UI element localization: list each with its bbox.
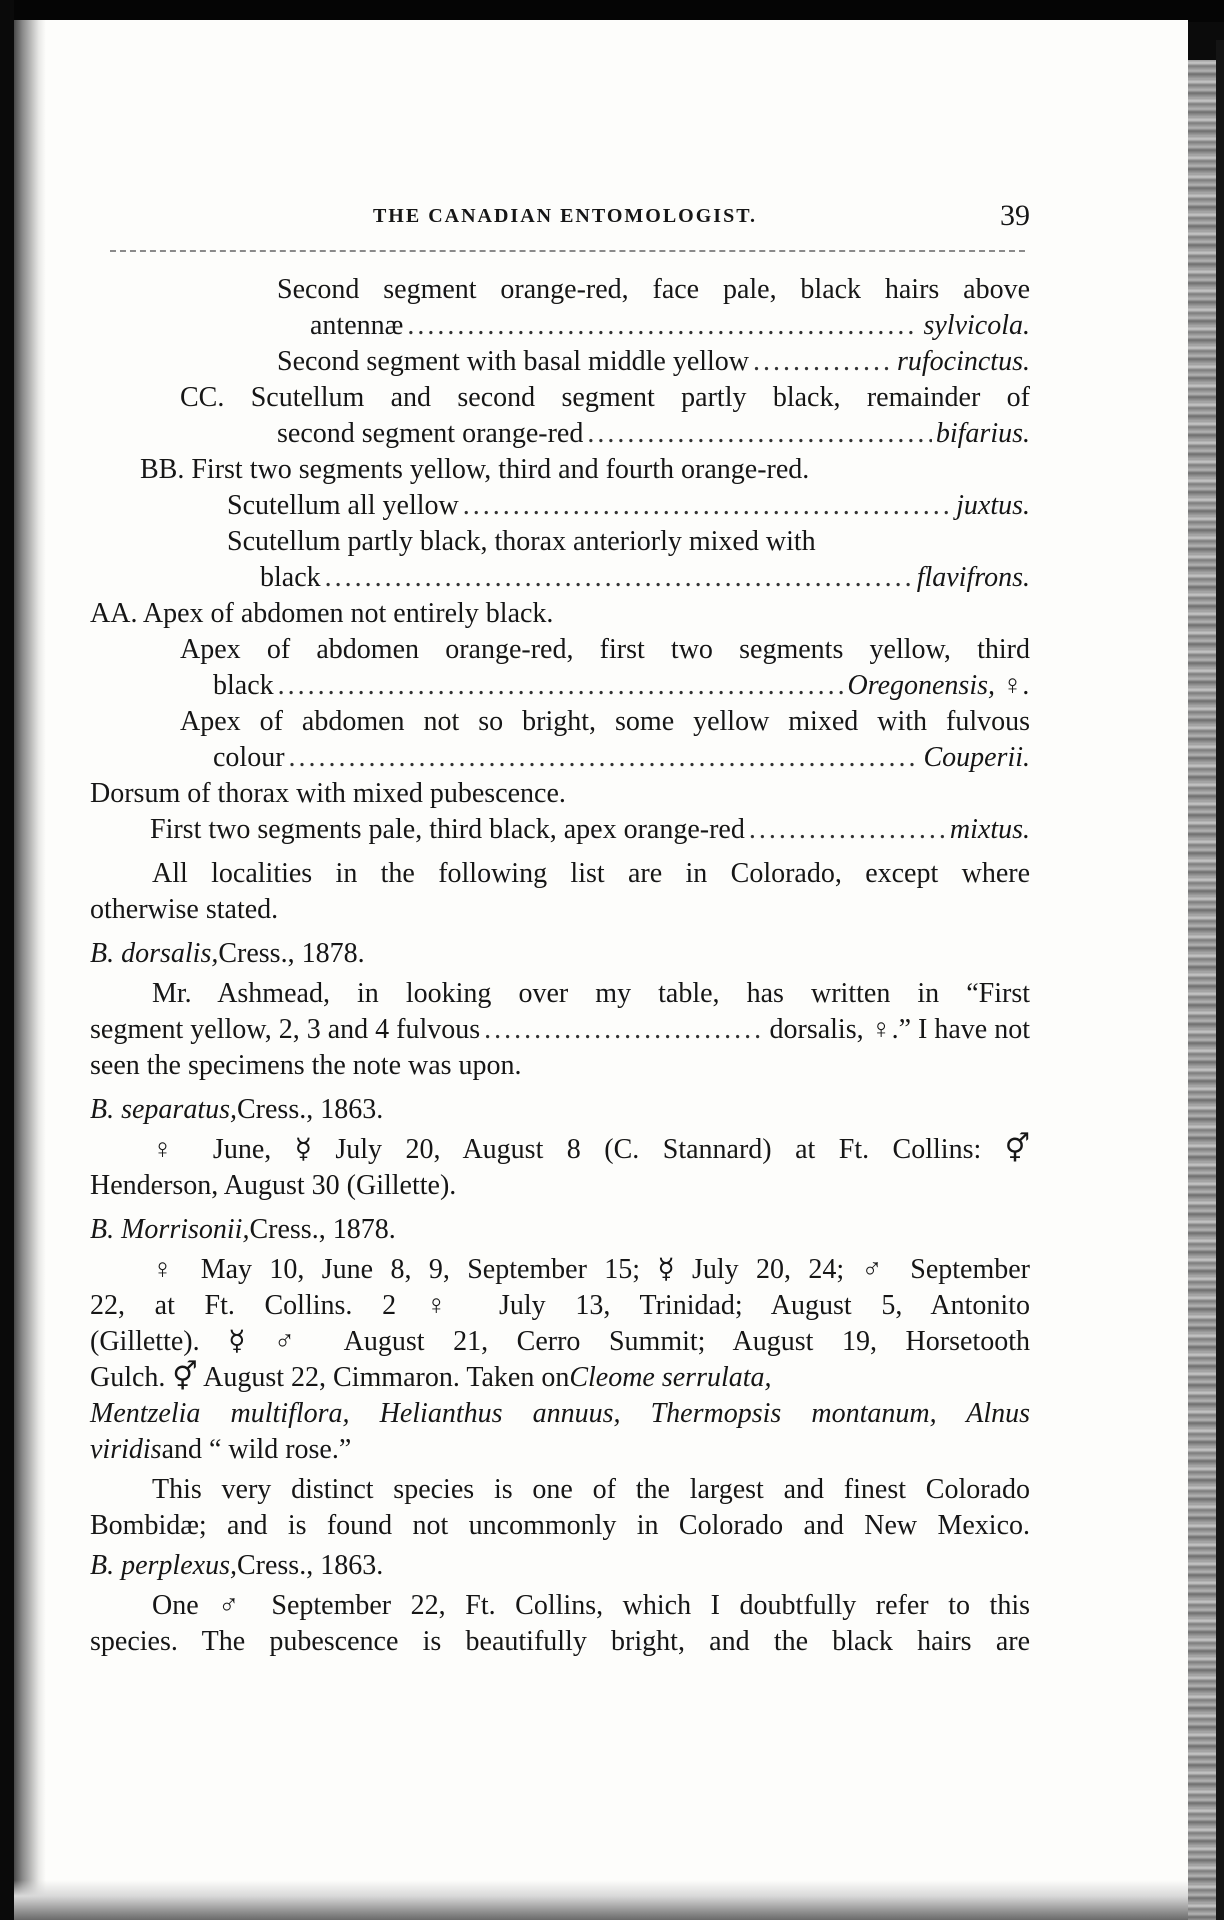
species-citation: Cress., 1878. [218, 938, 365, 969]
intro-line: All localities in the following list are in Colorado, except where [152, 858, 1030, 889]
leader-dots [407, 308, 919, 344]
running-head: THE CANADIAN ENTOMOLOGIST. [372, 205, 758, 227]
leader-dots [753, 344, 893, 380]
key-text: Scutellum partly black, thorax anteriorly mixed with [227, 526, 816, 557]
key-line [90, 740, 1030, 776]
paragraph-line: Mr. Ashmead, in looking over my table, has written in “First [152, 978, 1030, 1009]
page-number: 39 [1000, 199, 1030, 232]
key-text: colour [213, 742, 285, 773]
paragraph-line: ♀ June, ☿ July 20, August 8 (C. Stannard) at Ft. Collins: ⚥ [152, 1134, 1030, 1165]
species-name: B. perplexus, [90, 1550, 237, 1581]
leader-dots [289, 740, 920, 776]
key-taxon: sylvicola. [923, 310, 1030, 341]
identification-key [90, 272, 1030, 848]
bottom-shadow [10, 1880, 1188, 1920]
intro-line: otherwise stated. [90, 894, 279, 925]
scan-border-right [1216, 40, 1224, 1920]
key-text: antennæ [310, 310, 404, 341]
key-line [90, 596, 1030, 632]
leader-dots [463, 488, 952, 524]
paragraph-line: One ♂ September 22, Ft. Collins, which I doubtfully refer to this [152, 1590, 1030, 1621]
key-line [90, 380, 1030, 416]
species-paragraph [90, 1588, 1030, 1660]
paragraph-line: seen the specimens the note was upon. [90, 1050, 522, 1081]
species-name: B. dorsalis, [90, 938, 219, 969]
key-line [90, 308, 1030, 344]
key-taxon: Oregonensis, ♀. [847, 670, 1030, 701]
key-text: black [260, 562, 321, 593]
key-line [90, 272, 1030, 308]
species-name: B. separatus, [90, 1094, 237, 1125]
species-paragraph [90, 976, 1030, 1084]
key-taxon: mixtus. [949, 814, 1030, 845]
plant-names-line: Mentzelia multiflora, Helianthus annuus, Thermopsis montanum, Alnus [90, 1398, 1030, 1429]
scan-border-top [0, 0, 1224, 22]
key-taxon: flavifrons. [916, 562, 1030, 593]
key-text: Scutellum all yellow [227, 490, 459, 521]
key-taxon: rufocinctus. [897, 346, 1030, 377]
paragraph-line: dorsalis, ♀.” I have not [769, 1014, 1030, 1045]
leader-dots [587, 416, 932, 452]
species-heading [90, 1548, 1030, 1584]
key-line [90, 524, 1030, 560]
key-line [90, 632, 1030, 668]
key-taxon: Couperii. [923, 742, 1030, 773]
key-line [90, 416, 1030, 452]
key-taxon: bifarius. [935, 418, 1030, 449]
leader-dots [278, 668, 844, 704]
key-text: AA. Apex of abdomen not entirely black. [90, 598, 554, 629]
paragraph-line: Gulch. ⚥ August 22, Cimmaron. Taken on [90, 1362, 570, 1393]
key-text: First two segments pale, third black, apex orange-red [150, 814, 745, 845]
key-text: Second segment with basal middle yellow [277, 346, 750, 377]
key-line [90, 668, 1030, 704]
paragraph-line: 22, at Ft. Collins. 2 ♀ July 13, Trinidad; August 5, Antonito [90, 1290, 1030, 1321]
leader-dots [484, 1012, 765, 1048]
leader-dots [325, 560, 913, 596]
paragraph-line: and “ wild rose.” [161, 1434, 352, 1465]
key-taxon: juxtus. [956, 490, 1030, 521]
paragraph-line: This very distinct species is one of the largest and finest Colorado [152, 1474, 1030, 1505]
key-line [90, 812, 1030, 848]
key-text: Dorsum of thorax with mixed pubescence. [90, 778, 566, 809]
key-text: BB. First two segments yellow, third and fourth orange-red. [140, 454, 810, 485]
key-text: second segment orange-red [277, 418, 584, 449]
key-text: Second segment orange-red, face pale, black hairs above [277, 274, 1030, 305]
key-line [90, 452, 1030, 488]
species-citation: Cress., 1878. [249, 1214, 396, 1245]
scan-border-left [0, 0, 14, 1920]
species-citation: Cress., 1863. [236, 1550, 384, 1581]
species-paragraph [90, 1472, 1030, 1544]
key-line [90, 488, 1030, 524]
species-paragraph [90, 1132, 1030, 1204]
paragraph-line: Henderson, August 30 (Gillette). [90, 1170, 457, 1201]
paragraph-line: segment yellow, 2, 3 and 4 fulvous [90, 1014, 481, 1045]
page-body [90, 272, 1030, 1660]
key-line [90, 776, 1030, 812]
key-line [90, 560, 1030, 596]
plant-name: viridis [90, 1434, 162, 1465]
intro-paragraph [90, 856, 1030, 928]
plant-name: Cleome serrulata, [569, 1362, 772, 1393]
header-rule [110, 250, 1025, 252]
species-heading [90, 936, 1030, 972]
key-text: black [213, 670, 274, 701]
species-citation: Cress., 1863. [237, 1094, 384, 1125]
leader-dots [749, 812, 946, 848]
key-text: Apex of abdomen orange-red, first two segments yellow, third [180, 634, 1030, 665]
species-heading [90, 1092, 1030, 1128]
spine-shadow [10, 20, 46, 1900]
key-line [90, 344, 1030, 380]
paragraph-line: ♀ May 10, June 8, 9, September 15; ☿ July 20, 24; ♂ September [152, 1254, 1030, 1285]
paragraph-line: species. The pubescence is beautifully bright, and the black hairs are [90, 1626, 1030, 1657]
key-text: Apex of abdomen not so bright, some yellow mixed with fulvous [180, 706, 1030, 737]
paragraph-line: Bombidæ; and is found not uncommonly in Colorado and New Mexico. [90, 1510, 1030, 1541]
key-text: CC. Scutellum and second segment partly black, remainder of [180, 382, 1030, 413]
species-paragraph [90, 1252, 1030, 1468]
paragraph-line: (Gillette). ☿ ♂ August 21, Cerro Summit; August 19, Horsetooth [90, 1326, 1030, 1357]
key-line [90, 704, 1030, 740]
species-heading [90, 1212, 1030, 1248]
page-header [100, 195, 1030, 235]
species-name: B. Morrisonii, [90, 1214, 250, 1245]
